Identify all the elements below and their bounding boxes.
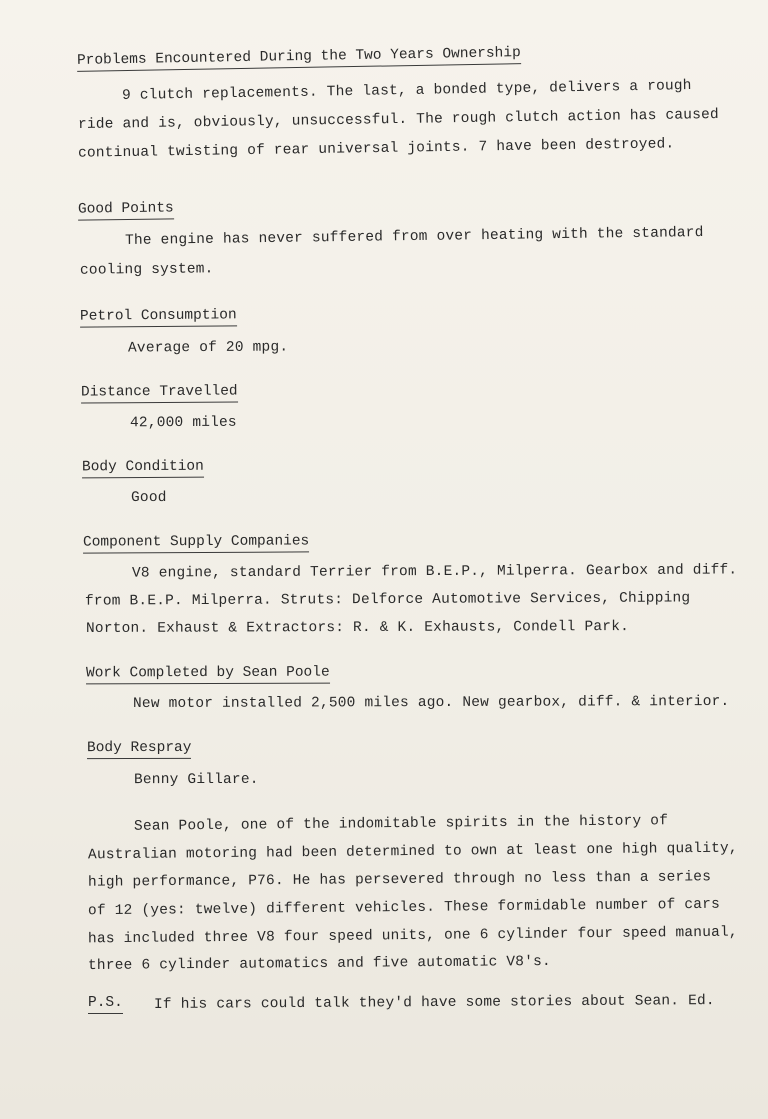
petrol-line-1: Average of 20 mpg. [127,339,289,357]
body-respray-line-1: Benny Gillare. [133,771,259,789]
closing-line-6: three 6 cylinder automatics and five automatic V8's. [87,953,551,975]
ps-text: If his cars could talk they'd have some stories about Sean. Ed. [153,993,715,1013]
component-supply-line-3: Norton. Exhaust & Extractors: R. & K. Exhausts, Condell Park. [85,619,630,637]
component-supply-line-2: from B.E.P. Milperra. Struts: Delforce Automotive Services, Chipping [84,590,691,610]
closing-line-3: high performance, P76. He has persevered through no less than a series [87,869,712,891]
body-condition-heading: Body Condition [82,458,204,479]
good-points-line-1: The engine has never suffered from over heating with the standard [124,224,704,250]
component-supply-heading: Component Supply Companies [83,532,309,553]
petrol-heading: Petrol Consumption [80,306,237,327]
closing-line-1: Sean Poole, one of the indomitable spirits in the history of [133,813,669,835]
component-supply-line-1: V8 engine, standard Terrier from B.E.P., Milperra. Gearbox and diff. [131,562,738,582]
good-points-heading: Good Points [78,199,174,220]
work-completed-heading: Work Completed by Sean Poole [86,664,330,685]
problems-line-3: continual twisting of rear universal joints. 7 have been destroyed. [77,136,675,162]
problems-line-1: 9 clutch replacements. The last, a bonded type, delivers a rough [121,78,692,104]
work-completed-line-1: New motor installed 2,500 miles ago. New gearbox, diff. & interior. [132,693,730,713]
body-condition-line-1: Good [130,489,167,507]
distance-line-1: 42,000 miles [129,414,237,432]
body-respray-heading: Body Respray [87,739,191,759]
closing-line-5: has included three V8 four speed units, one 6 cylinder four speed manual, [87,924,738,948]
problems-line-2: ride and is, obviously, unsuccessful. The rough clutch action has caused [77,106,719,134]
closing-line-4: of 12 (yes: twelve) different vehicles. These formidable number of cars [87,896,721,920]
distance-heading: Distance Travelled [81,382,238,403]
ps-label: P.S. [88,994,123,1014]
problems-heading: Problems Encountered During the Two Years Ownership [77,44,521,72]
closing-line-2: Australian motoring had been determined to own at least one high quality, [87,840,738,864]
good-points-line-2: cooling system. [79,261,214,279]
